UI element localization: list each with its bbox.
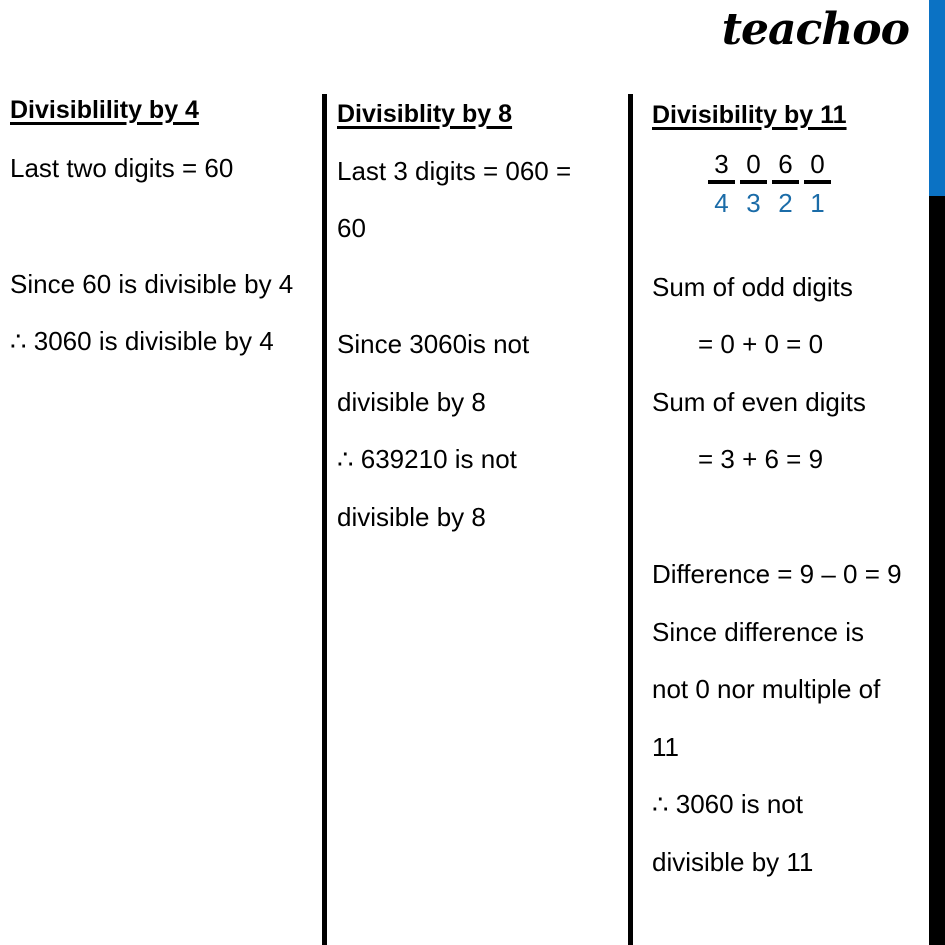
divisibility-11-digit-grid — [708, 150, 868, 217]
number-digit: 6 — [772, 150, 799, 184]
heading-divisibility-by-4: Divisiblility by 4 — [10, 96, 199, 124]
number-digit: 0 — [740, 150, 767, 184]
col2-line-3: Since 3060is not — [337, 329, 530, 359]
col3-line-6: Since difference is — [652, 617, 864, 647]
number-digit: 0 — [804, 150, 831, 184]
col3-line-9: ∴ 3060 is not — [652, 789, 803, 819]
digit-row-number — [708, 150, 868, 184]
col2-line-1: Last 3 digits = 060 = — [337, 156, 572, 186]
heading-divisibility-by-8: Divisiblity by 8 — [337, 100, 513, 128]
position-label: 3 — [746, 187, 761, 218]
col3-line-4: = 3 + 6 = 9 — [698, 444, 824, 474]
right-edge-blue-bar — [929, 0, 945, 196]
col2-line-5: ∴ 639210 is not — [337, 444, 517, 474]
column-divider-2 — [628, 94, 633, 945]
position-label: 4 — [714, 187, 729, 218]
col2-line-2: 60 — [337, 213, 366, 243]
col2-line-6: divisible by 8 — [337, 502, 486, 532]
col3-line-8: 11 — [652, 732, 679, 762]
col1-line-3: ∴ 3060 is divisible by 4 — [10, 326, 274, 356]
column-divider-1 — [322, 94, 327, 945]
col3-line-7: not 0 nor multiple of — [652, 674, 881, 704]
col3-line-10: divisible by 11 — [652, 847, 814, 877]
heading-divisibility-by-11: Divisibility by 11 — [652, 101, 847, 129]
teachoo-logo: teachoo — [721, 4, 909, 55]
col3-line-3: Sum of even digits — [652, 387, 866, 417]
number-digit: 3 — [708, 150, 735, 184]
col3-line-5: Difference = 9 – 0 = 9 — [652, 559, 902, 589]
digit-row-positions — [708, 189, 868, 218]
right-edge-black-bar — [929, 196, 945, 945]
col1-line-1: Last two digits = 60 — [10, 153, 234, 183]
col2-line-4: divisible by 8 — [337, 387, 486, 417]
position-label: 1 — [810, 187, 825, 218]
col3-line-1: Sum of odd digits — [652, 272, 853, 302]
position-label: 2 — [778, 187, 793, 218]
col1-line-2: Since 60 is divisible by 4 — [10, 269, 294, 299]
col3-line-2: = 0 + 0 = 0 — [698, 329, 824, 359]
